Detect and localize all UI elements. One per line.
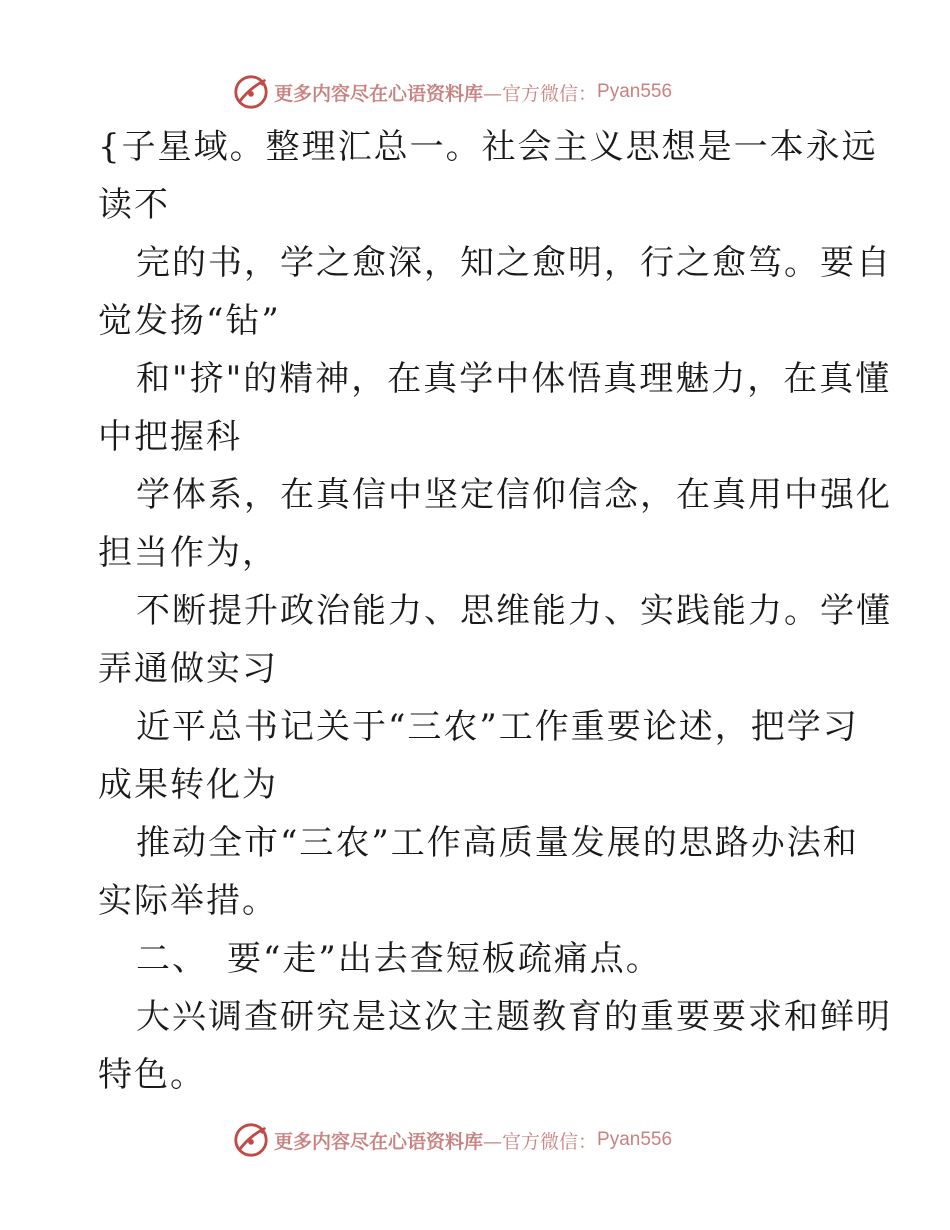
banner-wechat-id: Pyan556 <box>597 81 673 102</box>
body-line: {子星域。整理汇总一。社会主义思想是一本永远 <box>98 127 878 167</box>
body-line: 实际举措。 <box>98 881 278 921</box>
banner-wechat-id: Pyan556 <box>597 1129 673 1150</box>
body-line: 推动全市“三农”工作高质量发展的思路办法和 <box>136 823 859 863</box>
banner-text: 更多内容尽在心语资料库 <box>274 1130 484 1153</box>
pen-circle-logo-icon <box>232 1121 270 1159</box>
header-banner <box>232 72 752 112</box>
body-line: 近平总书记关于“三农”工作重要论述，把学习 <box>136 707 859 747</box>
body-line: 大兴调查研究是这次主题教育的重要要求和鲜明 <box>136 997 892 1037</box>
section-heading: 二、 要“走”出去查短板疏痛点。 <box>136 939 662 979</box>
pen-circle-logo-icon <box>232 73 270 111</box>
body-line: 读不 <box>98 185 170 225</box>
banner-text: 更多内容尽在心语资料库 <box>274 82 484 105</box>
footer-banner <box>232 1120 752 1160</box>
body-line: 学体系，在真信中坚定信仰信念，在真用中强化 <box>136 475 892 515</box>
body-line: 弄通做实习 <box>98 649 278 689</box>
body-line: 不断提升政治能力、思维能力、实践能力。学懂 <box>136 591 892 631</box>
body-line: 完的书，学之愈深，知之愈明，行之愈笃。要自 <box>136 243 892 283</box>
banner-separator: —官方微信： <box>483 82 598 105</box>
body-line: 担当作为， <box>98 533 278 573</box>
body-line: 中把握科 <box>98 417 242 457</box>
banner-separator: —官方微信： <box>483 1130 598 1153</box>
document-body <box>98 118 892 1104</box>
body-line: 和"挤"的精神，在真学中体悟真理魅力，在真懂 <box>136 359 892 399</box>
body-line: 成果转化为 <box>98 765 278 805</box>
body-line: 觉发扬“钻” <box>98 301 281 341</box>
body-line: 特色。 <box>98 1055 206 1095</box>
